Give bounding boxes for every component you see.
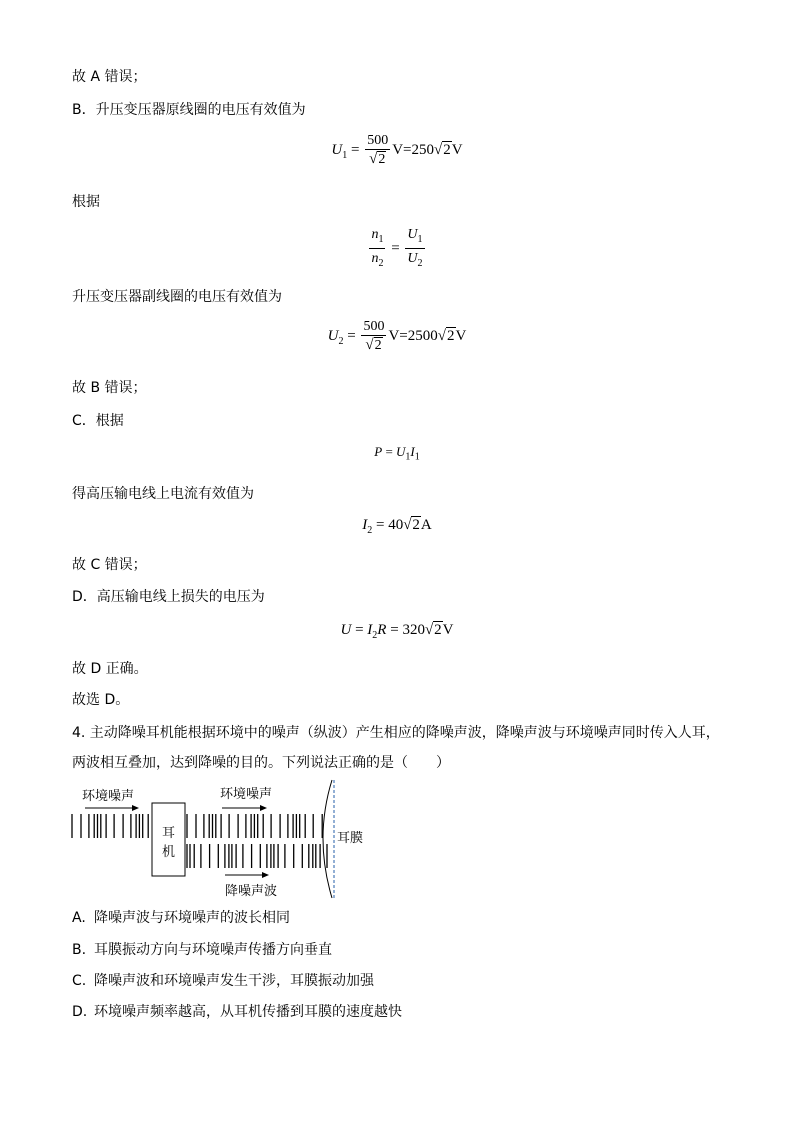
text-line: B．升压变压器原线圈的电压有效值为 [72, 102, 306, 118]
equation-ratio: $\frac{n_1}{n_2}$ = $\frac{U_1}{U_2}$ [371, 227, 423, 269]
text-line: 故 D 正确。 [72, 661, 148, 677]
earphone-label: 耳机 [70, 778, 72, 779]
env-noise-right-label: 环境噪声 [220, 787, 273, 802]
question-text: 两波相互叠加，达到降噪的目的。下列说法正确的是（ ） [72, 755, 450, 771]
text-line: 得高压输电线上电流有效值为 [72, 486, 254, 502]
earphone-label-1: 耳 [162, 826, 176, 841]
option-c[interactable]: C. 降噪声波和环境噪声发生干涉，耳膜振动加强 [72, 973, 374, 989]
noise-cancel-diagram [70, 778, 380, 903]
wave-left [72, 814, 148, 838]
wave-bottom [187, 844, 327, 868]
text-line: 升压变压器副线圈的电压有效值为 [72, 289, 282, 305]
text-line: 故 B 错误； [72, 380, 147, 396]
eardrum-label: 耳膜 [337, 831, 364, 846]
text-line: 故 A 错误； [72, 69, 147, 85]
option-d[interactable]: D. 环境噪声频率越高，从耳机传播到耳膜的速度越快 [72, 1004, 402, 1020]
text-line: 故选 D。 [72, 692, 130, 708]
question-text: 4. 主动降噪耳机能根据环境中的噪声（纵波）产生相应的降噪声波，降噪声波与环境噪声同时传入人耳， [72, 725, 720, 741]
equation-current: $I_2 = 40√2A$ [362, 517, 432, 536]
arrow-right-icon [132, 805, 139, 811]
option-b[interactable]: B. 耳膜振动方向与环境噪声传播方向垂直 [72, 942, 332, 958]
earphone-label-2: 机 [162, 845, 176, 860]
text-line: D．高压输电线上损失的电压为 [72, 589, 265, 605]
text-line: 根据 [72, 194, 100, 210]
wave-top [187, 814, 322, 838]
text-line: 故 C 错误； [72, 557, 147, 573]
equation-voltage-loss: $U = I_2R = 320√2V$ [340, 622, 454, 641]
option-a[interactable]: A. 降噪声波与环境噪声的波长相同 [72, 910, 290, 926]
anti-noise-label: 降噪声波 [225, 884, 278, 899]
equation-u2: $U_2$ = $\frac{500}{√2}$ V=2500√2V [327, 319, 467, 353]
eardrum-curve [323, 780, 332, 898]
equation-power: $P = U_1I_1$ [374, 444, 420, 463]
env-noise-left-label: 环境噪声 [82, 789, 135, 804]
arrow-right-icon [260, 805, 267, 811]
arrow-right-icon [262, 872, 269, 878]
equation-u1: $U_1$ = $\frac{500}{√2}$ V=250√2V [331, 133, 463, 167]
text-line: C．根据 [72, 413, 124, 429]
